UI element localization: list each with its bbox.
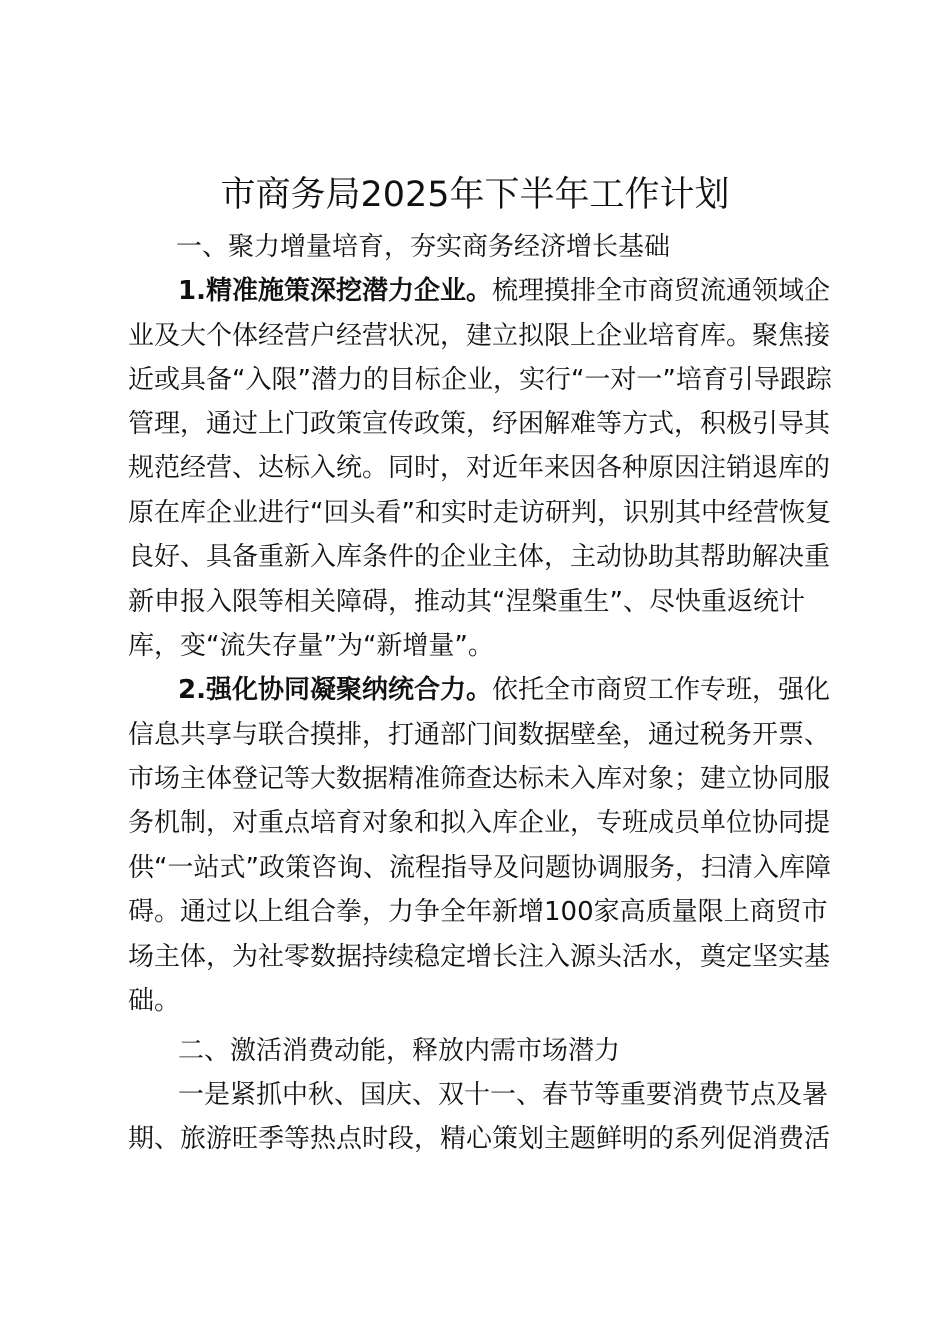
item-text: 梳理摸排全市商贸流通领域企 — [491, 276, 830, 306]
paragraph-line: 管理，通过上门政策宣传政策，纾困解难等方式，积极引导其 — [128, 409, 831, 439]
paragraph-line: 一是紧抓中秋、国庆、双十一、春节等重要消费节点及暑 — [178, 1080, 829, 1110]
paragraph-line — [178, 269, 878, 313]
paragraph-line: 础。 — [128, 986, 181, 1016]
paragraph-line: 业及大个体经营户经营状况，建立拟限上企业培育库。聚焦接 — [128, 321, 831, 351]
paragraph-line: 供“一站式”政策咨询、流程指导及问题协调服务，扫清入库障 — [128, 853, 831, 883]
paragraph-line: 期、旅游旺季等热点时段，精心策划主题鲜明的系列促消费活 — [128, 1124, 831, 1154]
item-title-1: 1.精准施策深挖潜力企业。 — [178, 276, 492, 306]
paragraph-line: 信息共享与联合摸排，打通部门间数据壁垒，通过税务开票、 — [128, 720, 831, 750]
paragraph-line: 近或具备“入限”潜力的目标企业，实行“一对一”培育引导跟踪 — [128, 365, 832, 395]
item-text: 依托全市商贸工作专班，强化 — [491, 675, 830, 705]
paragraph-line: 库，变“流失存量”为“新增量”。 — [128, 631, 494, 661]
paragraph-line: 碍。通过以上组合拳，力争全年新增100家高质量限上商贸市 — [128, 897, 828, 927]
paragraph-line: 务机制，对重点培育对象和拟入库企业，专班成员单位协同提 — [128, 808, 831, 838]
paragraph-line: 良好、具备重新入库条件的企业主体，主动协助其帮助解决重 — [128, 542, 831, 572]
section-heading-1: 一、聚力增量培育，夯实商务经济增长基础 — [176, 232, 671, 262]
paragraph-line: 新申报入限等相关障碍，推动其“涅槃重生”、尽快重返统计 — [128, 587, 805, 617]
item-title-2: 2.强化协同凝聚纳统合力。 — [178, 675, 492, 705]
section-heading-2: 二、激活消费动能，释放内需市场潜力 — [178, 1036, 621, 1066]
paragraph-line: 市场主体登记等大数据精准筛查达标未入库对象；建立协同服 — [128, 764, 831, 794]
document-title: 市商务局2025年下半年工作计划 — [220, 175, 730, 215]
paragraph-line: 原在库企业进行“回头看”和实时走访研判，识别其中经营恢复 — [128, 498, 831, 528]
paragraph-line: 规范经营、达标入统。同时，对近年来因各种原因注销退库的 — [128, 453, 831, 483]
paragraph-line: 场主体，为社零数据持续稳定增长注入源头活水，奠定坚实基 — [128, 942, 831, 972]
paragraph-line — [178, 668, 878, 712]
